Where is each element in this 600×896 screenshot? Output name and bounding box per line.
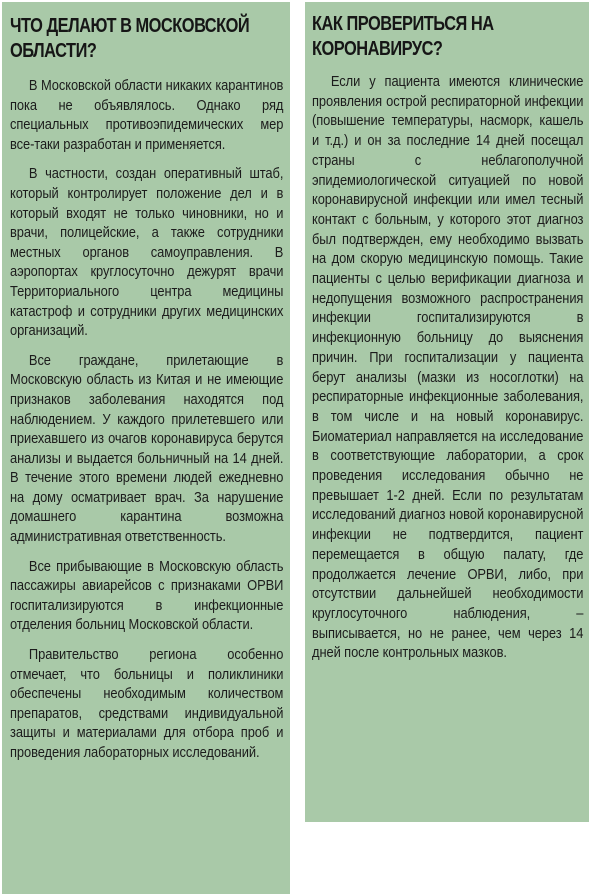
right-column-heading: КАК ПРОВЕРИТЬСЯ НА КОРОНАВИРУС?: [312, 13, 494, 60]
left-paragraph-3: Все граждане, прилетающие в Московскую область из Китая и не имеющие признаков заболевания находятся под наблюдением. У каждого прилетевшего или приехавшего из очагов коронавируса берутся анализы и выдается больничный на 14 дней. В течение этого времени людей ежедневно на дому осматривает врач. За нарушение домашнего карантина возможна административная ответственность.: [10, 351, 284, 546]
right-article-column: [305, 2, 589, 822]
right-paragraph-1: Если у пациента имеются клинические проявления острой респираторной инфекции (повышение температуры, насморк, кашель и т.д.) и он за последние 14 дней посещал страны с неблагополучной эпидемиологической ситуацией по новой коронавирусной инфекции или имел тесный контакт с больным, у которого этот диагноз был подтвержден, ему необходимо вызвать на дом скорую медицинскую помощь. Такие пациенты с целью верификации диагноза и недопущения возможного распространения инфекции госпитализируются в инфекционную больницу до выяснения причин. При госпитализации у пациента берут анализы (мазки из носоглотки) на респираторные инфекционные заболевания, в том числе и на новый коронавирус. Биоматериал направляется на исследование в соответствующие лаборатории, а срок проведения исследования обычно не превышает 1-2 дней. Если по результатам исследований диагноз новой коронавирусной инфекции не подтвердится, пациент перемещается в общую палату, где продолжается лечение ОРВИ, либо, при отсутствии дальнейшей необходимости круглосуточного наблюдения, – выписывается, но не ранее, чем через 14 дней после контрольных мазков.: [312, 73, 584, 662]
left-paragraph-4: Все прибывающие в Московскую область пассажиры авиарейсов с признаками ОРВИ госпитализируются в инфекционные отделения больниц Московской области.: [10, 557, 284, 634]
left-paragraph-1: В Московской области никаких карантинов пока не объявлялось. Однако ряд специальных противоэпидемических мер все-таки разработан и применяется.: [10, 77, 284, 153]
left-paragraph-2: В частности, создан оперативный штаб, который контролирует положение дел и в который входят не только чиновники, но и врачи, полицейские, а также сотрудники местных органов самоуправления. В аэропортах круглосуточно дежурят врачи Территориального центра медицины катастроф и сотрудники других медицинских организаций.: [10, 165, 284, 340]
left-column-heading: ЧТО ДЕЛАЮТ В МОСКОВСКОЙ ОБЛАСТИ?: [10, 15, 250, 62]
left-paragraph-5: Правительство региона особенно отмечает, что больницы и поликлиники обеспечены необходимым количеством препаратов, средствами индивидуальной защиты и материалами для отбора проб и проведения лабораторных исследований.: [10, 646, 284, 761]
left-article-column: [2, 2, 290, 894]
